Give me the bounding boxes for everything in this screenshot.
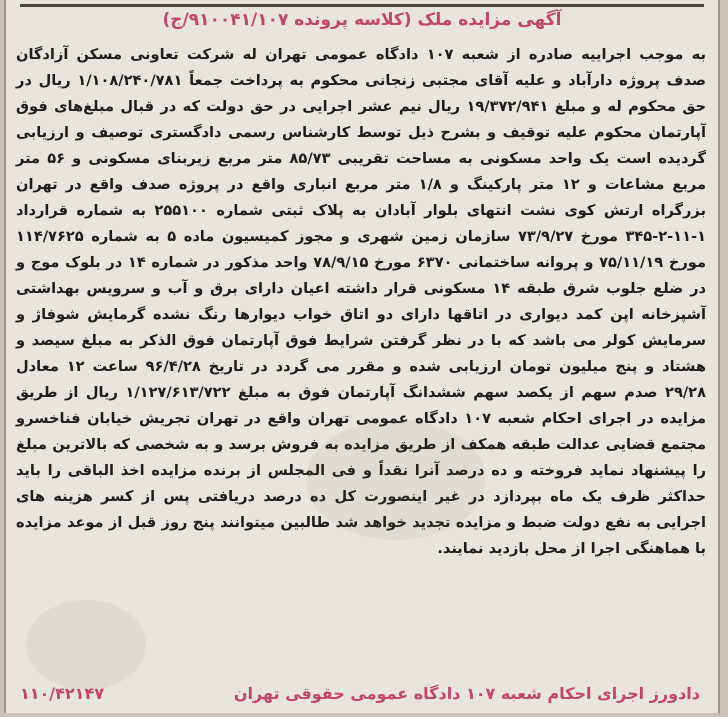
notice-title: آگهی مزایده ملک (کلاسه پرونده ۹۱۰۰۴۱/۱۰۷/ج) — [162, 10, 562, 30]
paper-stain — [26, 600, 146, 690]
notice-footer — [20, 680, 700, 706]
notice-body: به موجب اجراییه صادره از شعبه ۱۰۷ دادگاه عمومی تهران له شرکت تعاونی مسکن آزادگان صدف پروژه دارآباد و علیه آقای مجتبی زنجانی محکوم به پرداخت جمعاً ۱/۱۰۸/۲۴۰/۷۸۱ ریال در حق محکوم له و مبلغ ۱۹/۳۷۲/۹۴۱ ریال نیم عشر اجرایی در حق دولت که در قبال مبلغ‌های فوق آپارتمان محکوم علیه توقیف و بشرح ذیل توسط کارشناس رسمی دادگستری توصیف و ارزیابی گردیده است یک واحد مسکونی به مساحت تقریبی ۸۵/۷۳ متر مربع زیربنای مسکونی و ۵۶ متر مربع مشاعات و ۱۲ متر پارکینگ و ۱/۸ متر مربع انباری واقع در پروژه صدف واقع در تهران بزرگراه ارتش کوی نشت انتهای بلوار آبادان به پلاک ثبتی شماره ۲۵۵۱۰۰ به شماره قرارداد ۱-۱۱-۲-۳۴۵ مورخ ۷۳/۹/۲۷ سازمان زمین شهری و مجوز کمیسیون ماده ۵ به شماره ۱۱۴/۷۶۲۵ مورخ ۷۵/۱۱/۱۹ و پروانه ساختمانی ۶۳۷۰ مورخ ۷۸/۹/۱۵ واحد مذکور در شماره ۱۴ در بلوک موج و در ضلع جلوب شرق طبقه ۱۴ مسکونی قرار داشته اعیان دارای برق و آب و سرویس بهداشتی آشپزخانه اپن کمد دیواری در اتاقها دارای دو اتاق خواب دیوارها رنگ نشده گرمایش شوفاژ و سرمایش کولر می باشد که با در نظر گرفتن شرایط فوق آپارتمان فوق الذکر به مبلغ سیصد و هشتاد و پنج میلیون تومان ارزیابی شده و مقرر می گردد در تاریخ ۹۶/۴/۲۸ ساعت ۱۲ معادل ۲۹/۲۸ صدم سهم از یکصد سهم ششدانگ آپارتمان فوق به مبلغ ۱/۱۲۷/۶۱۳/۷۲۲ ریال از طریق مزایده در اجرای احکام شعبه ۱۰۷ دادگاه عمومی تهران واقع در تهران تجریش خیابان فناخسرو مجتمع قضایی عدالت طبقه همکف از طریق مزایده به فروش برسد و به شخصی که بالاترین مبلغ را پیشنهاد نماید فروخته و ده درصد آنرا نقداً و فی المجلس از برنده مزایده اخذ الباقی را باید حداکثر ظرف یک ماه بپردازد در غیر اینصورت کل ده درصد دریافتی پس از کسر هزینه های اجرایی به نفع دولت ضبط و مزایده تجدید خواهد شد طالبین میتوانند پنج روز قبل از موعد مزایده با هماهنگی اجرا از محل بازدید نمایند. — [16, 46, 707, 557]
notice-code: ۱۱۰/۴۲۱۴۷ — [20, 683, 104, 703]
signature-line: دادورز اجرای احکام شعبه ۱۰۷ دادگاه عمومی حقوقی تهران — [233, 683, 700, 703]
top-divider — [20, 4, 704, 7]
notice-page — [4, 0, 720, 713]
